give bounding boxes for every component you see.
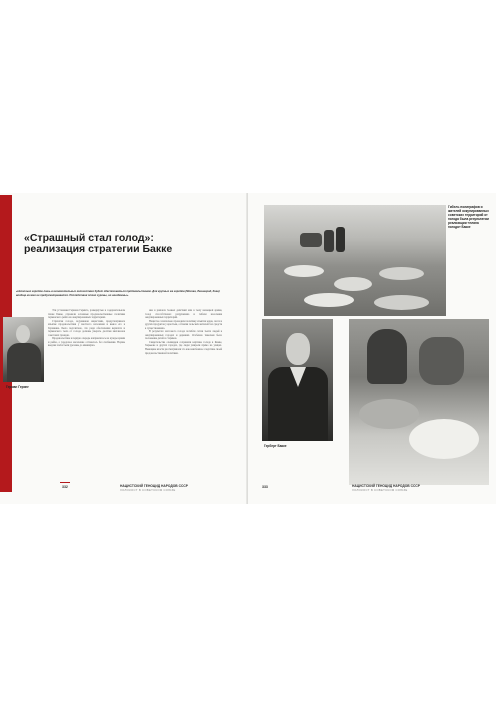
running-head-right (352, 484, 420, 492)
portrait-coat (7, 343, 41, 382)
page-number-right: 333 (262, 485, 268, 489)
figure-silhouette (367, 329, 407, 384)
body-shape (304, 293, 354, 307)
article-lead: «Несколько городов лишь в незначительных количествах будет обеспечиваться продовольствием. Для крупных же городов (Москва, Ленинград, Киев) вообще ничего не предусматривается. Последствия этого суровы, но неизбежны». (16, 290, 220, 297)
portrait-face (16, 325, 30, 343)
figure-silhouette (324, 230, 334, 252)
title-line-2: реализация стратегии Бакке (24, 243, 173, 255)
running-title: НАЦИСТСКИЙ ГЕНОЦИД НАРОДОВ СССР (120, 484, 188, 488)
backe-caption: Герберт Бакке (264, 444, 287, 448)
figure-silhouette (336, 227, 345, 252)
goering-caption: Герман Геринг (6, 385, 29, 389)
body-shape (334, 277, 372, 291)
text-column-1 (48, 309, 125, 481)
paragraph: В результате массового голода погибли сотни тысяч людей в оккупированных городах и деревнях. Особенно тяжелым было положение детей и стариков. (145, 330, 222, 341)
goering-photo (3, 317, 44, 382)
figure-silhouette (419, 337, 464, 385)
page-number-left: 332 (62, 485, 68, 489)
grave-digging-photo (349, 319, 489, 485)
body-shape (379, 267, 424, 280)
paragraph: Стратегия голода, задуманная нацистами, предусматривала изъятие продовольствия у местного населения и вывоз его в Германию. Было подсчитано, что ради обеспечения вермахта и германского тыла от голода должны умереть десятки миллионов советских граждан. (48, 319, 125, 337)
left-page (0, 193, 248, 504)
text-column-2 (145, 309, 222, 481)
cart-silhouette (300, 233, 322, 247)
bodies-photo-caption: Гибель полиграфов и жителей оккупированных советских территорий от голода была результатом реализации «плана голода» Бакке (448, 205, 489, 229)
paragraph: Продовольствие в первую очередь направлялось на нужды армии и рейха, а городское население оставалось без снабжения. Нормы выдачи хлеба были урезаны до минимума. (48, 337, 125, 348)
paragraph: Свидетельства очевидцев сохранили картины голода в Киеве, Харькове и других городах, где люди умирали прямо на улицах. Немецкие власти рассматривали это как неизбежное следствие своей продовольственной политики. (145, 340, 222, 355)
right-page (248, 193, 496, 504)
backe-photo (262, 319, 333, 441)
paragraph: Эти установки Германа Геринга, развернутые в содержательном плане Бакке, отражали основные продовольственные политики германского рейха на оккупированных территориях. (48, 309, 125, 320)
footer-rule (60, 482, 70, 483)
famine-victims-photo (264, 205, 446, 316)
running-subtitle: ХОЛОКОСТ В СОВЕТСКОМ СОЮЗЕ (352, 488, 408, 492)
running-title: НАЦИСТСКИЙ ГЕНОЦИД НАРОДОВ СССР (352, 484, 420, 488)
body-shape (284, 265, 324, 277)
ground-shape (409, 419, 479, 459)
title-line-1: «Страшный стал голод»: (24, 232, 154, 244)
magazine-spread (0, 193, 496, 504)
article-title (24, 233, 224, 255)
body-shape (374, 295, 429, 310)
portrait-face (286, 333, 310, 365)
paragraph: ние в районах боевых действий или в тылу немецкой армии, голод способствовал разрушению и гибели населения оккупированных территорий. (145, 309, 222, 320)
running-head-left (120, 484, 188, 492)
running-subtitle: ХОЛОКОСТ В СОВЕТСКОМ СОЮЗЕ (120, 488, 176, 492)
paragraph: Нацисты сознательно проводили политику изъятия зерна, скота и других продуктов у крестьян, оставляя сельских жителей без средств к существованию. (145, 319, 222, 330)
ground-shape (359, 399, 419, 429)
